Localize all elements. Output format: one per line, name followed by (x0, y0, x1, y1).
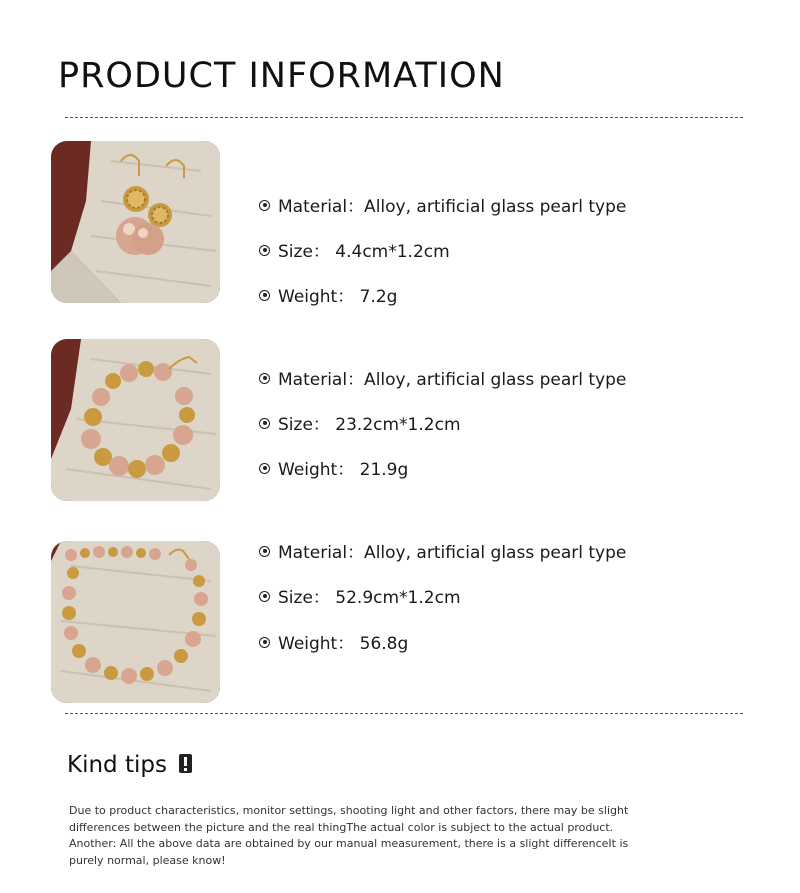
bullet-icon (259, 546, 270, 557)
spec-size: Size： 52.9cm*1.2cm (259, 583, 461, 608)
earrings-image (51, 141, 220, 303)
tips-line: Due to product characteristics, monitor settings, shooting light and other factors, there may be slight (69, 804, 629, 817)
kind-tips-label: Kind tips (67, 752, 167, 778)
bullet-icon (259, 418, 270, 429)
spec-material: Material：Alloy, artificial glass pearl type (259, 538, 626, 563)
tips-line: differences between the picture and the real thingThe actual color is subject to the actual product. (69, 820, 614, 834)
spec-weight: Weight： 56.8g (259, 629, 408, 654)
bullet-icon (259, 591, 270, 602)
bracelet-image (51, 339, 220, 501)
spec-weight: Weight： 7.2g (259, 282, 397, 307)
spec-material: Material：Alloy, artificial glass pearl type (259, 365, 626, 390)
top-divider (65, 117, 743, 118)
bullet-icon (259, 637, 270, 648)
product-earrings (51, 141, 743, 307)
necklace-image (51, 541, 220, 703)
bullet-icon (259, 290, 270, 301)
spec-size: Size： 4.4cm*1.2cm (259, 237, 450, 262)
exclamation-icon (179, 754, 192, 773)
product-necklace (51, 541, 743, 703)
bullet-icon (259, 245, 270, 256)
spec-weight: Weight： 21.9g (259, 455, 408, 480)
product-bracelet (51, 339, 743, 501)
page-title: PRODUCT INFORMATION (58, 56, 505, 96)
bottom-divider (65, 713, 743, 714)
bullet-icon (259, 463, 270, 474)
kind-tips-text (69, 803, 649, 869)
bullet-icon (259, 373, 270, 384)
tips-line: purely normal, please know! (69, 853, 226, 867)
spec-material: Material：Alloy, artificial glass pearl type (259, 192, 626, 217)
bullet-icon (259, 200, 270, 211)
kind-tips-heading (67, 752, 192, 778)
tips-line: Another: All the above data are obtained by our manual measurement, there is a slight differenceIt is (69, 837, 629, 850)
spec-size: Size： 23.2cm*1.2cm (259, 410, 461, 435)
